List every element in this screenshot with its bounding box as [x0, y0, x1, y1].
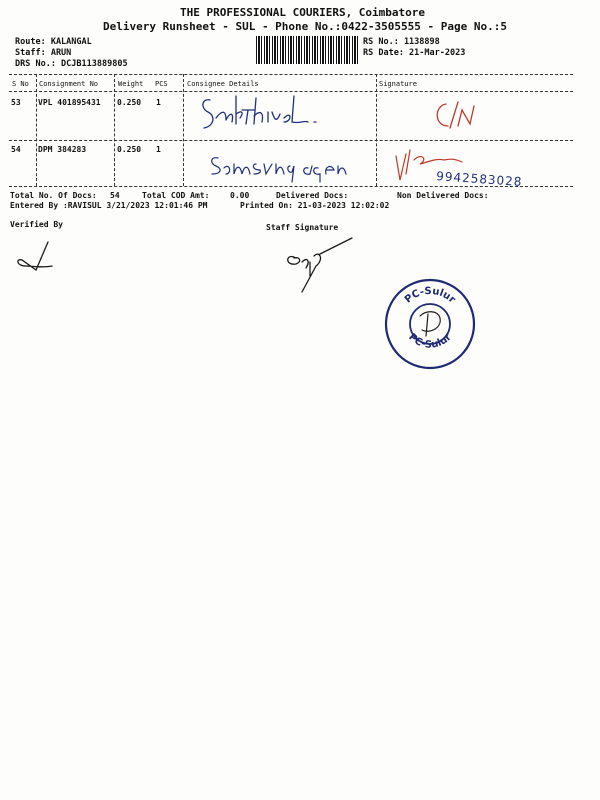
col-divider: [183, 74, 184, 186]
verifier-signature: [12, 240, 62, 280]
row-divider: [9, 140, 573, 141]
delivered-label: Delivered Docs:: [276, 191, 349, 200]
row-weight: 0.250: [117, 98, 142, 107]
cod-label: Total COD Amt:: [142, 191, 210, 200]
row-pcs: 1: [156, 145, 161, 154]
office-stamp: [382, 276, 478, 372]
row-sno: 54: [11, 145, 21, 154]
company-title: THE PROFESSIONAL COURIERS, Coimbatore: [180, 6, 426, 19]
staff-signature-label: Staff Signature: [266, 223, 339, 232]
runsheet-title: Delivery Runsheet - SUL - Phone No.:0422-3505555 - Page No.:5: [103, 20, 507, 33]
consignee-handwriting: [196, 88, 336, 138]
col-divider: [376, 74, 377, 186]
stamp-text-top: PC-Sulur: [402, 285, 458, 306]
col-divider: [36, 74, 37, 186]
route-label: Route: KALANGAL: [15, 37, 92, 47]
col-divider: [114, 74, 115, 186]
header-sno: S No: [12, 80, 29, 88]
svg-text:PC-Sulur: [406, 332, 454, 351]
header-consignment: Consignment No: [39, 80, 99, 88]
header-consignee: Consignee Details: [187, 80, 259, 88]
row-consignment: VPL 401895431: [38, 98, 101, 107]
signature-handwriting: [432, 98, 492, 138]
rs-date: RS Date: 21-Mar-2023: [363, 48, 466, 58]
non-delivered-label: Non Delivered Docs:: [397, 191, 489, 200]
stamp-text-bottom: PC-Sulur: [406, 331, 454, 351]
signature-handwriting: [392, 146, 562, 190]
table-top-rule: [9, 74, 573, 75]
entered-by: Entered By :RAVISUL 3/21/2023 12:01:46 PM: [10, 201, 208, 210]
header-pcs: PCS: [155, 80, 168, 88]
header-weight: Weight: [118, 80, 144, 88]
svg-text:PC-Sulur: [403, 286, 457, 306]
total-docs-label: Total No. Of Docs:: [10, 191, 97, 200]
staff-label: Staff: ARUN: [15, 48, 72, 58]
printed-on: Printed On: 21-03-2023 12:02:02: [240, 201, 390, 210]
row-weight: 0.250: [117, 145, 142, 154]
staff-signature: [280, 236, 360, 296]
row-pcs: 1: [156, 98, 161, 107]
row-consignment: DPM 384283: [38, 145, 87, 154]
barcode: [256, 36, 358, 64]
drs-number: DRS No.: DCJB113889805: [15, 59, 128, 69]
cod-value: 0.00: [230, 191, 250, 200]
header-signature: Signature: [379, 80, 417, 88]
phone-handwriting: 9942583028: [435, 169, 523, 190]
consignee-handwriting: [208, 152, 358, 188]
verified-by-label: Verified By: [10, 220, 63, 229]
total-docs-value: 54: [110, 191, 120, 200]
rs-number: RS No.: 1138898: [363, 37, 440, 47]
row-sno: 53: [11, 98, 21, 107]
